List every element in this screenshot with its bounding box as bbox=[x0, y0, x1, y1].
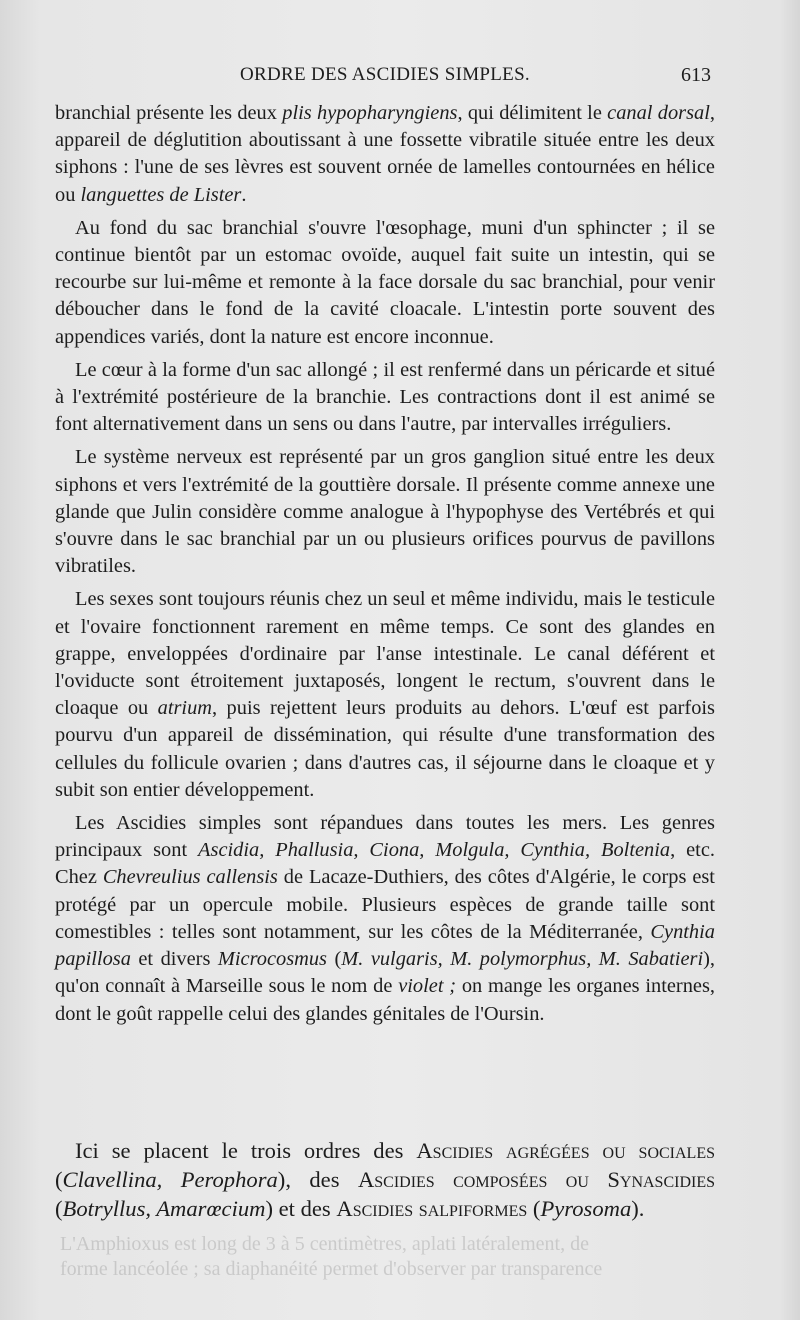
page-number: 613 bbox=[681, 64, 711, 86]
text-run: ( bbox=[527, 1196, 541, 1221]
text-run: Au fond du sac branchial s'ouvre l'œsophage, muni d'un sphincter ; il se continue bientôt par un estomac ovoïde, auquel fait suite un intestin, qui se recourbe sur lui-même et remonte à la face dorsale du sac branchial, pour venir déboucher dans le fond de la cavité cloacale. L'intestin porte souvent des appendices variés, dont la nature est encore inconnue. bbox=[55, 216, 715, 348]
paragraph bbox=[55, 586, 715, 804]
italic-text: languettes de Lister bbox=[80, 183, 242, 206]
text-run: branchial présente les deux bbox=[55, 102, 283, 124]
text-run: ). bbox=[631, 1196, 645, 1221]
text-run: Ici se placent le trois ordres des bbox=[75, 1138, 417, 1163]
italic-text: Pyrosoma bbox=[540, 1196, 632, 1221]
paragraph bbox=[55, 100, 715, 209]
text-run: on mange les organes internes, dont le goût rappelle celui des glandes génitales de l'Oursin. bbox=[55, 975, 715, 1025]
italic-text: Ascidia, Phallusia, Ciona, Molgula, Cynthia, Boltenia bbox=[198, 839, 671, 862]
italic-text: atrium bbox=[157, 697, 213, 720]
text-run: , appareil de déglutition aboutissant à une fossette vibratile située entre les deux siphons : l'une de ses lèvres est souvent ornée de lamelles contournées en hélice ou bbox=[55, 102, 715, 206]
text-run: de Lacaze-Duthiers, des côtes d'Algérie, le corps est protégé par un opercule mobile. Plusieurs espèces de grande taille sont comestibles : telles sont notamment, sur les côtes de la Méditerranée, bbox=[55, 866, 715, 943]
italic-text: canal dorsal bbox=[607, 102, 710, 124]
bleed-through-text bbox=[60, 1232, 720, 1282]
small-caps-text: Ascidies salpiformes bbox=[336, 1196, 528, 1221]
text-run: ) et des bbox=[265, 1196, 337, 1221]
small-caps-text: Ascidies agrégées ou sociales bbox=[416, 1138, 715, 1163]
text-run: , puis rejettent leurs produits au dehors. L'œuf est parfois pourvu d'un appareil de dissémination, qui résulte d'une transformation des cellules du follicule ovarien ; dans d'autres cas, il séjourne dans le cloaque et y subit son entier développement. bbox=[55, 697, 715, 801]
italic-text: Cynthia papillosa bbox=[55, 920, 715, 971]
paragraph bbox=[55, 357, 715, 439]
italic-text: Botryllus, Amarœcium bbox=[62, 1196, 266, 1221]
italic-text: M. vulgaris, M. polymorphus, M. Sabatieri bbox=[341, 948, 704, 971]
italic-text: plis hypopharyngiens bbox=[282, 102, 458, 124]
paragraph bbox=[55, 215, 715, 351]
italic-text: Clavellina, Perophora bbox=[62, 1167, 278, 1192]
italic-text: Chevreulius callensis bbox=[102, 866, 278, 889]
text-run: ( bbox=[327, 948, 342, 971]
text-run: ), qu'on connaît à Marseille sous le nom de bbox=[55, 948, 716, 998]
italic-text: violet ; bbox=[398, 975, 457, 998]
text-run: ( bbox=[55, 1167, 63, 1192]
text-run: ( bbox=[55, 1196, 63, 1221]
bleed-through-line: L'Amphioxus est long de 3 à 5 centimètres, aplati latéralement, de bbox=[60, 1233, 589, 1255]
body-text bbox=[55, 100, 715, 1034]
text-run: et divers bbox=[130, 948, 218, 971]
text-run: . bbox=[241, 183, 247, 206]
italic-text: Microcosmus bbox=[217, 948, 327, 971]
text-run: Le système nerveux est représenté par un gros ganglion situé entre les deux siphons et vers l'extrémité de la gouttière dorsale. Il présente comme annexe une glande que Julin considère comme analogue à l'hypophyse des Vertébrés et qui s'ouvre dans le sac branchial par un ou plusieurs orifices pourvus de pavillons vibratiles. bbox=[55, 446, 715, 578]
paragraph bbox=[55, 1136, 715, 1223]
text-run: Le cœur à la forme d'un sac allongé ; il est renfermé dans un péricarde et situé à l'extrémité postérieure de la branchie. Les contractions dont il est animé se font alternativement dans un sens ou dans l'autre, par intervalles irréguliers. bbox=[55, 358, 715, 436]
paragraph bbox=[55, 444, 715, 580]
text-run: , qui délimitent le bbox=[457, 102, 608, 124]
text-run: Les sexes sont toujours réunis chez un seul et même individu, mais le testicule et l'ovaire fonctionnent rarement en même temps. Ce sont des glandes en grappe, enveloppées d'ordinaire par l'anse intestinale. Le canal déférent et l'oviducte sont étroitement juxtaposés, longent le rectum, s'ouvrent dans le cloaque ou bbox=[55, 588, 715, 720]
running-header bbox=[55, 62, 715, 92]
text-run: , etc. Chez bbox=[55, 839, 715, 889]
bleed-through-line: forme lancéolée ; sa diaphanéité permet d'observer par transparence bbox=[60, 1258, 603, 1280]
text-run: Les Ascidies simples sont répandues dans toutes les mers. Les genres principaux sont bbox=[55, 812, 715, 862]
text-run: ), des bbox=[277, 1167, 358, 1192]
small-caps-text: Ascidies composées ou Synascidies bbox=[357, 1167, 716, 1192]
running-title: ORDRE DES ASCIDIES SIMPLES. bbox=[240, 64, 530, 85]
paragraph bbox=[55, 810, 715, 1028]
closing-paragraph bbox=[55, 1136, 715, 1223]
